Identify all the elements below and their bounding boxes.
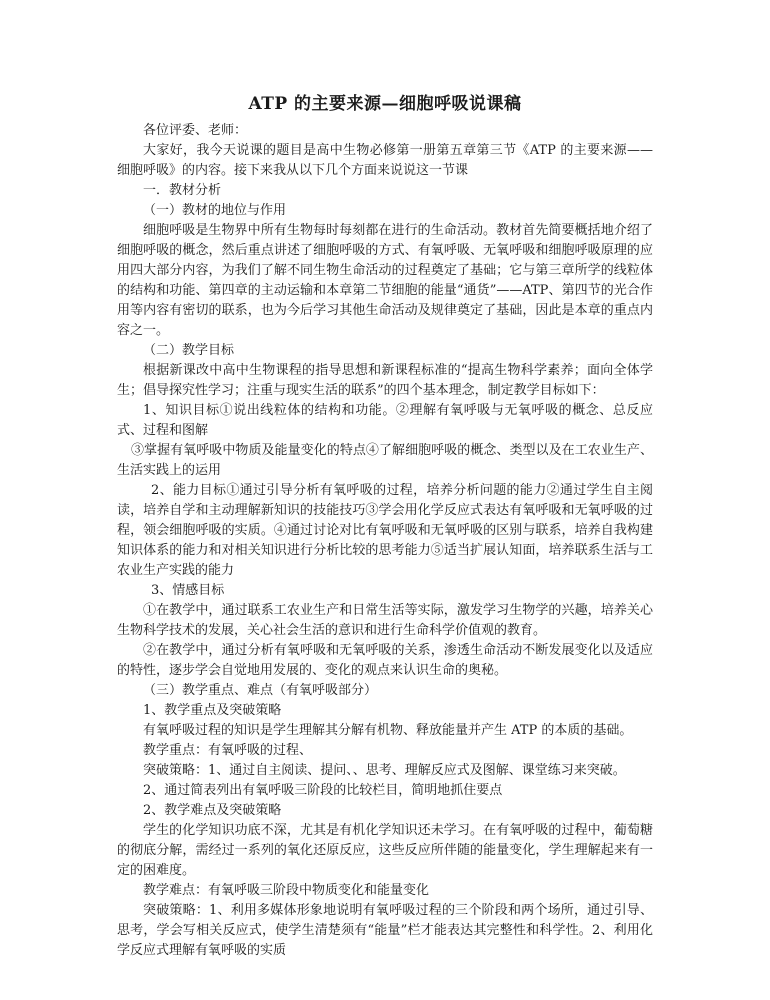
- paragraph-ability-goals: 2、能力目标①通过引导分析有氧呼吸的过程，培养分析问题的能力②通过学生自主阅读，培养自学和主动理解新知识的技能技巧③学会用化学反应式表达有氧呼吸和无氧呼吸的过程，领会细胞呼吸的实质。④通过讨论对比有氧呼吸和无氧呼吸的区别与联系，培养自我构建知识体系的能力和对相关知识进行分析比较的思考能力⑤适当扩展认知面，培养联系生活与工农业生产实践的能力: [117, 483, 653, 578]
- paragraph-key-point: 教学重点：有氧呼吸的过程、: [143, 743, 313, 758]
- paragraph-difficult-point: 教学难点：有氧呼吸三阶段中物质变化和能量变化: [143, 883, 430, 898]
- heading-teaching-goals: （二）教学目标: [143, 343, 235, 358]
- paragraph-knowledge-goals-cont: ③掌握有氧呼吸中物质及能量变化的特点④了解细胞呼吸的概念、类型以及在工农业生产、生活实践上的运用: [117, 443, 653, 478]
- paragraph-emotion-goal-1: ①在教学中，通过联系工农业生产和日常生活等实际，激发学习生物学的兴趣，培养关心生物科学技术的发展，关心社会生活的意识和进行生命科学价值观的教育。: [117, 603, 653, 638]
- paragraph-key-strategy-2: 2、通过简表列出有氧呼吸三阶段的比较栏目，简明地抓住要点: [143, 783, 503, 798]
- paragraph-emotion-goal-2: ②在教学中，通过分析有氧呼吸和无氧呼吸的关系，渗透生命活动不断发展变化以及适应的特性，逐步学会自觉地用发展的、变化的观点来认识生命的奥秘。: [117, 643, 653, 678]
- paragraph-difficult-strategy: 突破策略：1、利用多媒体形象地说明有氧呼吸过程的三个阶段和两个场所，通过引导、思考，学会写相关反应式，使学生清楚须有“能量”栏才能表达其完整性和科学性。2、利用化学反应式理解有氧呼吸的实质: [117, 903, 653, 958]
- heading-textbook-analysis: 一．教材分析: [143, 183, 222, 198]
- paragraph-teaching-goals: 根据新课改中高中生物课程的指导思想和新课程标准的“提高生物科学素养；面向全体学生；倡导探究性学习；注重与现实生活的联系”的四个基本理念，制定教学目标如下：: [117, 363, 653, 398]
- paragraph-key-strategy-1: 突破策略：1、通过自主阅读、提问、、思考、理解反应式及图解、课堂练习来突破。: [143, 763, 626, 778]
- paragraph-intro: 大家好，我今天说课的题目是高中生物必修第一册第五章第三节《ATP 的主要来源——细胞呼吸》的内容。接下来我从以下几个方面来说说这一节课: [117, 143, 653, 178]
- heading-difficult-strategy: 2、教学难点及突破策略: [143, 803, 282, 818]
- paragraph-knowledge-goals: 1、知识目标①说出线粒体的结构和功能。②理解有氧呼吸与无氧呼吸的概念、总反应式、过程和图解: [117, 403, 653, 438]
- heading-key-difficult: （三）教学重点、难点（有氧呼吸部分）: [143, 683, 378, 698]
- heading-emotion-goals: 3、情感目标: [151, 583, 225, 598]
- paragraph-difficult-basis: 学生的化学知识功底不深，尤其是有机化学知识还未学习。在有氧呼吸的过程中，葡萄糖的彻底分解，需经过一系列的氧化还原反应，这些反应所伴随的能量变化，学生理解起来有一定的困难度。: [117, 823, 653, 878]
- heading-status-role: （一）教材的地位与作用: [143, 203, 287, 218]
- paragraph-status-role: 细胞呼吸是生物界中所有生物每时每刻都在进行的生命活动。教材首先简要概括地介绍了细胞呼吸的概念，然后重点讲述了细胞呼吸的方式、有氧呼吸、无氧呼吸和细胞呼吸原理的应用四大部分内容，为我们了解不同生物生命活动的过程奠定了基础；它与第三章所学的线粒体的结构和功能、第四章的主动运输和本章第二节细胞的能量“通货”——ATP、第四节的光合作用等内容有密切的联系，也为今后学习其他生命活动及规律奠定了基础，因此是本章的重点内容之一。: [117, 223, 653, 338]
- document-title: ATP 的主要来源—细胞呼吸说课稿: [248, 94, 522, 114]
- paragraph-greeting: 各位评委、老师：: [143, 123, 248, 138]
- paragraph-key-basis: 有氧呼吸过程的知识是学生理解其分解有机物、释放能量并产生 ATP 的本质的基础。: [143, 723, 633, 738]
- document-body: [117, 121, 653, 961]
- heading-key-strategy: 1、教学重点及突破策略: [143, 703, 282, 718]
